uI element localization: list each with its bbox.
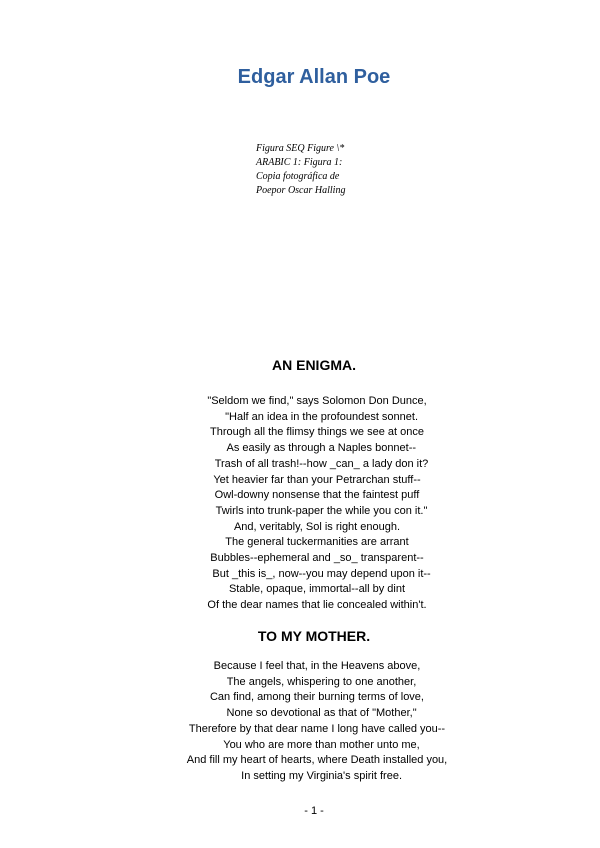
poem-line: In setting my Virginia's spirit free.: [231, 769, 403, 782]
poem-line: Owl-downy nonsense that the faintest puff: [214, 489, 420, 502]
figure-caption-line: Copia fotográfica de: [256, 171, 340, 182]
poem-line: Therefore by that dear name I long have called you--: [188, 722, 446, 735]
poem-line: Trash of all trash!--how _can_ a lady don it?: [205, 457, 429, 470]
poem-line: As easily as through a Naples bonnet--: [217, 442, 417, 455]
poem-an-enigma: [0, 394, 600, 614]
poem-line: The angels, whispering to one another,: [217, 675, 417, 688]
poem-line: And, veritably, Sol is right enough.: [233, 520, 401, 533]
poem-line: "Seldom we find," says Solomon Don Dunce,: [207, 395, 427, 407]
poem-line: But _this is_, now--you may depend upon it--: [203, 567, 431, 580]
figure-caption-line: Figura SEQ Figure \*: [256, 143, 345, 154]
poem-line: Twirls into trunk-paper the while you con it.": [206, 504, 428, 517]
poem-line: Because I feel that, in the Heavens above,: [213, 660, 421, 672]
figure-caption-line: Poepor Oscar Halling: [256, 185, 346, 196]
poem-title-an-enigma: AN ENIGMA.: [272, 357, 356, 373]
poem-line: Can find, among their burning terms of love,: [209, 691, 424, 704]
poem-line: You who are more than mother unto me,: [214, 738, 420, 751]
poem-to-my-mother: [0, 659, 600, 785]
figure-caption: [256, 142, 406, 198]
poem-line: Through all the flimsy things we see at once: [209, 426, 424, 439]
poem-line: The general tuckermanities are arrant: [225, 536, 409, 549]
poem-title-to-my-mother: TO MY MOTHER.: [257, 628, 371, 644]
poem-line: "Half an idea in the profoundest sonnet.: [215, 410, 419, 423]
poem-line: None so devotional as that of "Mother,": [217, 707, 417, 720]
page-number: - 1 -: [304, 805, 324, 817]
figure-caption-line: ARABIC 1: Figura 1:: [256, 157, 343, 168]
poem-line: Of the dear names that lie concealed within't.: [207, 599, 427, 612]
poem-line: Stable, opaque, immortal--all by dint: [228, 583, 406, 596]
poem-line: And fill my heart of hearts, where Death installed you,: [186, 754, 448, 767]
poem-line: Bubbles--ephemeral and _so_ transparent--: [210, 552, 424, 565]
poem-line: Yet heavier far than your Petrarchan stuff--: [213, 473, 421, 486]
document-title: Edgar Allan Poe: [237, 66, 391, 88]
